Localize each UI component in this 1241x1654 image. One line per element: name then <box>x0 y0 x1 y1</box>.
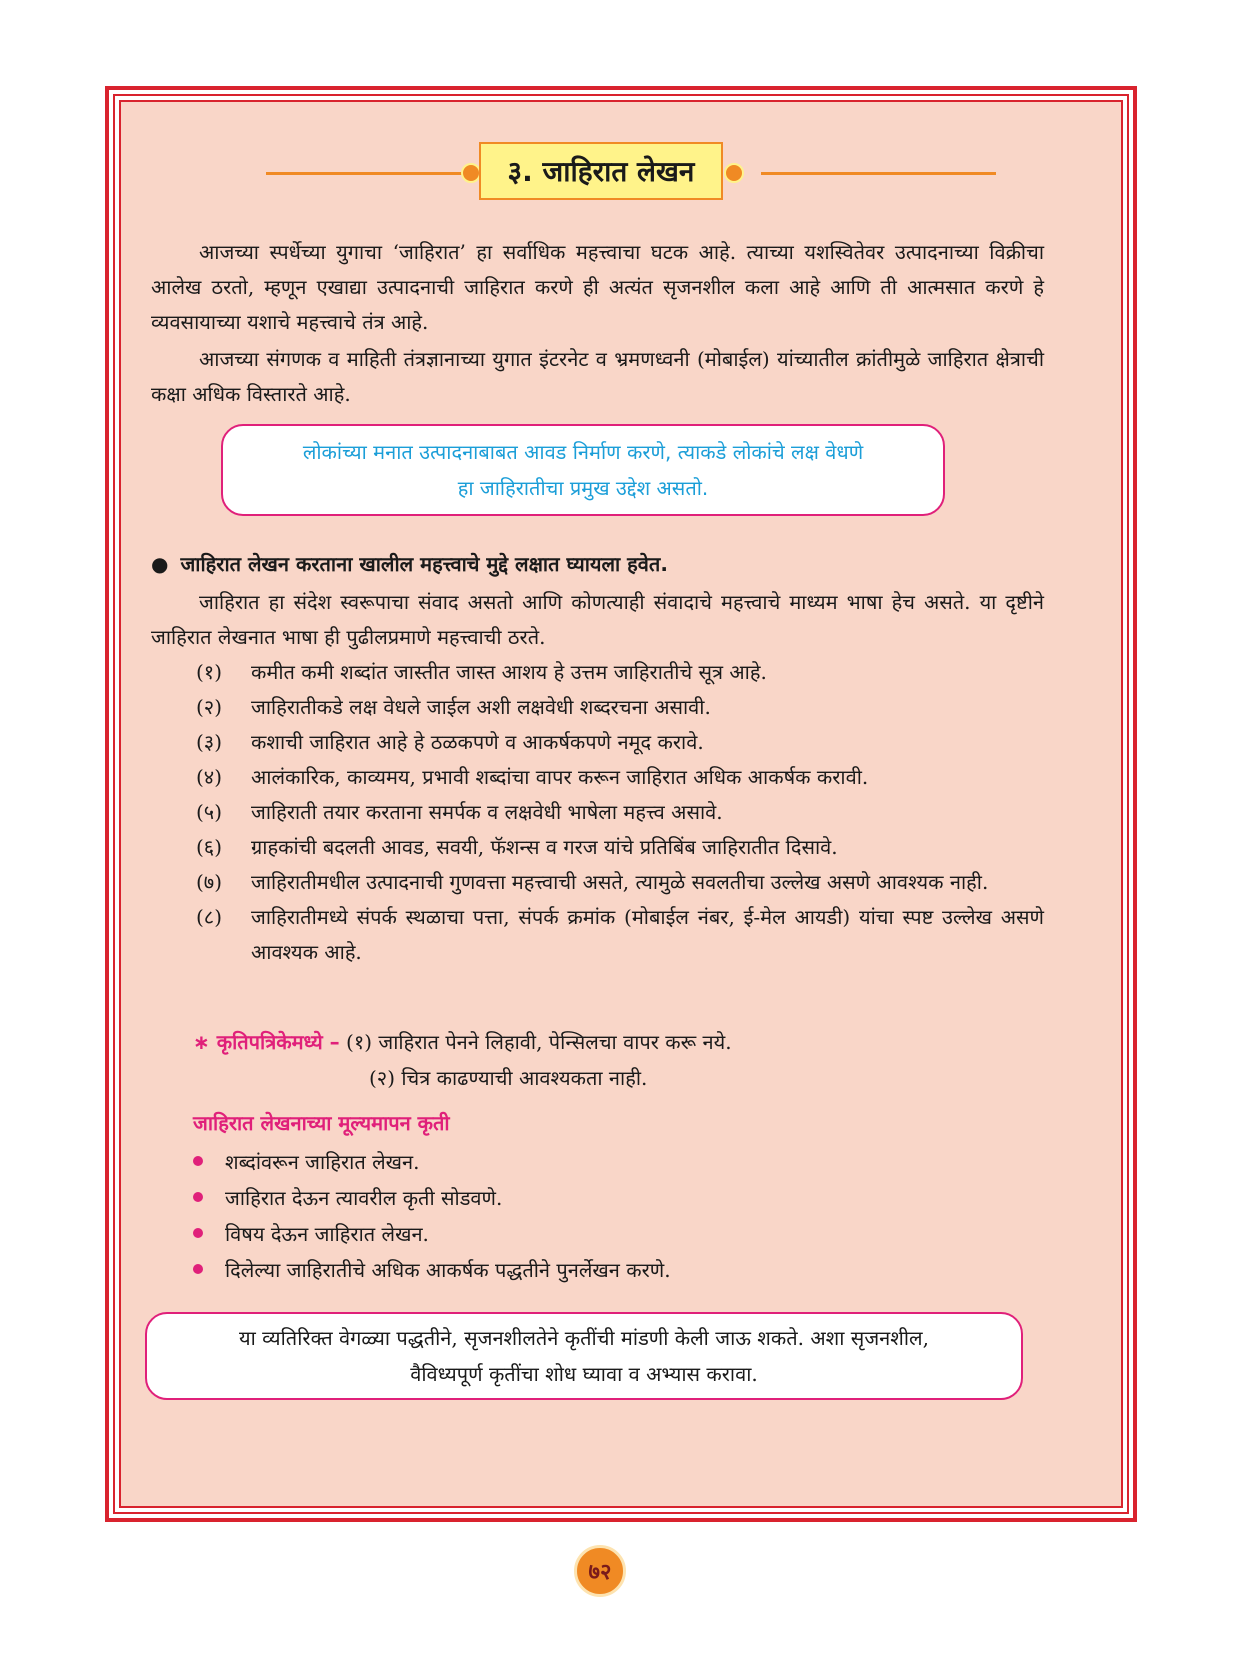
content-panel <box>119 100 1123 1508</box>
highlight-line-1: लोकांच्या मनात उत्पादनाबाबत आवड निर्माण करणे, त्याकडे लोकांचे लक्ष वेधणे <box>302 440 864 464</box>
points-intro: जाहिरात हा संदेश स्वरूपाचा संवाद असतो आणि कोणत्याही संवादाचे महत्त्वाचे माध्यम भाषा हेच असते. या दृष्टीने जाहिरात लेखनात भाषा ही पुढीलप्रमाणे महत्त्वाची ठरते. <box>151 590 1044 649</box>
page-border-middle <box>113 94 1129 1514</box>
bullet-icon <box>193 1228 203 1238</box>
footer-callout <box>145 1312 1023 1400</box>
title-dot-left-icon <box>461 163 481 183</box>
footer-line-1: या व्यतिरिक्त वेगळ्या पद्धतीने, सृजनशीलतेने कृतींची मांडणी केली जाऊ शकते. अशा सृजनशील, <box>239 1326 929 1350</box>
list-item: (८) जाहिरातीमध्ये संपर्क स्थळाचा पत्ता, संपर्क क्रमांक (मोबाईल नंबर, ई-मेल आयडी) यांचा स्पष्ट उल्लेख असणे आवश्यक आहे. <box>196 905 1044 964</box>
bullet-icon <box>193 1156 203 1166</box>
page-number: ७२ <box>574 1545 626 1597</box>
evaluation-list <box>193 1143 671 1287</box>
list-item: (३) कशाची जाहिरात आहे हे ठळकपणे व आकर्षकपणे नमूद करावे. <box>196 730 704 754</box>
list-item: दिलेल्या जाहिरातीचे अधिक आकर्षक पद्धतीने पुनर्लेखन करणे. <box>193 1251 671 1287</box>
highlight-line-2: हा जाहिरातीचा प्रमुख उद्देश असतो. <box>457 476 709 500</box>
exam-note <box>193 1024 732 1060</box>
list-item: (२) जाहिरातीकडे लक्ष वेधले जाईल अशी लक्षवेधी शब्दरचना असावी. <box>196 695 711 719</box>
bullet-icon <box>193 1264 203 1274</box>
title-dot-right-icon <box>724 163 744 183</box>
page-border-outer <box>105 86 1137 1522</box>
points-list <box>196 655 1044 970</box>
footer-line-2: वैविध्यपूर्ण कृतींचा शोध घ्यावा व अभ्यास करावा. <box>410 1362 758 1386</box>
list-item: शब्दांवरून जाहिरात लेखन. <box>193 1143 671 1179</box>
intro-paragraph-2: आजच्या संगणक व माहिती तंत्रज्ञानाच्या युगात इंटरनेट व भ्रमणध्वनी (मोबाईल) यांच्यातील क्रांतीमुळे जाहिरात क्षेत्राची कक्षा अधिक विस्तारते आहे. <box>151 347 1044 406</box>
title-rule-right <box>761 172 996 175</box>
evaluation-heading: जाहिरात लेखनाच्या मूल्यमापन कृती <box>193 1111 450 1135</box>
title-rule-left <box>266 172 486 175</box>
exam-note-line-1: (१) जाहिरात पेनने लिहावी, पेन्सिलचा वापर करू नये. <box>346 1030 732 1054</box>
page-title: ३. जाहिरात लेखन <box>479 142 723 200</box>
exam-note-label: ∗ कृतिपत्रिकेमध्ये – <box>193 1030 340 1054</box>
list-item: विषय देऊन जाहिरात लेखन. <box>193 1215 671 1251</box>
highlight-callout <box>221 424 945 516</box>
list-item: (६) ग्राहकांची बदलती आवड, सवयी, फॅशन्स व गरज यांचे प्रतिबिंब जाहिरातीत दिसावे. <box>196 835 838 859</box>
bullet-icon: ● <box>151 552 169 576</box>
list-item: (५) जाहिराती तयार करताना समर्पक व लक्षवेधी भाषेला महत्त्व असावे. <box>196 800 723 824</box>
list-item: (४) आलंकारिक, काव्यमय, प्रभावी शब्दांचा वापर करून जाहिरात अधिक आकर्षक करावी. <box>196 765 869 789</box>
bullet-icon <box>193 1192 203 1202</box>
intro-paragraph-1: आजच्या स्पर्धेच्या युगाचा ‘जाहिरात’ हा सर्वाधिक महत्त्वाचा घटक आहे. त्याच्या यशस्वितेवर उत्पादनाच्या विक्रीचा आलेख ठरतो, म्हणून एखाद्या उत्पादनाची जाहिरात करणे ही अत्यंत सृजनशील कला आहे आणि ती आत्मसात करणे हे व्यवसायाच्या यशाचे महत्त्वाचे तंत्र आहे. <box>151 240 1044 334</box>
list-item: (१) कमीत कमी शब्दांत जास्तीत जास्त आशय हे उत्तम जाहिरातीचे सूत्र आहे. <box>196 660 767 684</box>
list-item: जाहिरात देऊन त्यावरील कृती सोडवणे. <box>193 1179 671 1215</box>
exam-note-line-2: (२) चित्र काढण्याची आवश्यकता नाही. <box>369 1066 648 1090</box>
points-heading-text: जाहिरात लेखन करताना खालील महत्त्वाचे मुद्दे लक्षात घ्यायला हवेत. <box>180 552 668 576</box>
list-item: (७) जाहिरातीमधील उत्पादनाची गुणवत्ता महत्त्वाची असते, त्यामुळे सवलतीचा उल्लेख असणे आवश्यक नाही. <box>196 870 989 894</box>
points-heading <box>151 550 668 577</box>
